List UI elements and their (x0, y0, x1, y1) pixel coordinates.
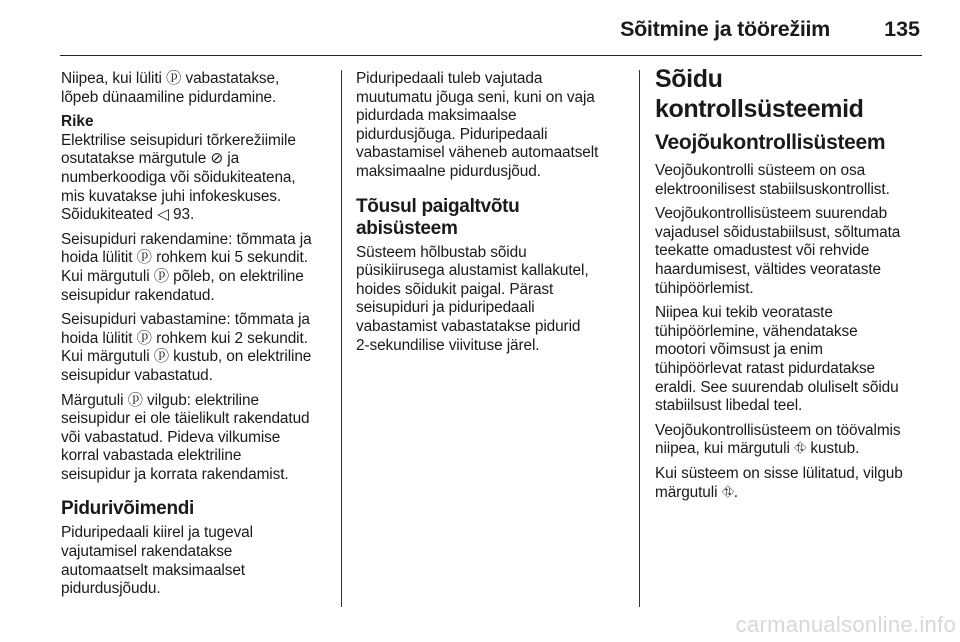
column-3 (655, 64, 927, 508)
paragraph: Seisupiduri vabastamine: tõmmata ja hoida lülitit ⓟ rohkem kui 2 sekundit. Kui märgutuli ⓟ kustub, on elektriline seisupidur vabastatud. (61, 311, 312, 384)
column-divider (639, 70, 640, 607)
main-heading: Sõidu kontrollsüsteemid (655, 65, 864, 123)
section-heading: Pidurivõimendi (61, 498, 195, 520)
paragraph: Seisupiduri rakendamine: tõmmata ja hoida lülitit ⓟ rohkem kui 5 sekundit. Kui märgutuli ⓟ põleb, on elektriline seisupidur rakendatud. (61, 230, 312, 304)
subheading-rike: Rike (61, 113, 94, 131)
column-1 (61, 70, 329, 605)
section-heading: Tõusul paigaltvõtu abisüsteem (356, 195, 520, 239)
page-number: 135 (884, 17, 920, 41)
column-2 (356, 70, 624, 361)
paragraph: Niipea, kui lüliti ⓟ vabastatakse, lõpeb dünaamiline pidurdamine. (61, 70, 280, 106)
paragraph: Veojõukontrolli süsteem on osa elektroonilisest stabiilsuskontrollist. (655, 162, 890, 198)
paragraph: Niipea kui tekib veorataste tühipöörlemine, vähendatakse mootori võimsust ja enim tühipöörlevat ratast pidurdatakse eraldi. See suurendab oluliselt sõidu stabiilsust libedal teel. (655, 304, 899, 415)
paragraph: Veojõukontrollisüsteem suurendab vajadusel sõidustabiilsust, sõltumata teekatte omadustest või rehvide haardumisest, vältides veorataste tühipöörlemist. (655, 205, 901, 297)
paragraph: Kui süsteem on sisse lülitatud, vilgub märgutuli ⛗. (655, 464, 903, 501)
paragraph: Elektrilise seisupiduri tõrkerežiimile osutatakse märgutule ⊘ ja numberkoodiga või sõidukiteatena, mis kuvatakse juhi infokeskuses. Sõidukiteated ◁ 93. (61, 131, 296, 224)
page-header (60, 15, 922, 56)
paragraph: Piduripedaali tuleb vajutada muutumatu jõuga seni, kuni on vaja pidurdada maksimaalse pidurdusjõuga. Piduripedaali vabastamisel väheneb automaatselt maksimaalne pidurdusjõud. (356, 70, 599, 180)
sub-heading: Veojõukontrollisüsteem (655, 131, 886, 154)
paragraph: Süsteem hõlbustab sõidu püsikiirusega alustamist kallakutel, hoides sõidukit paigal. Pärast seisupiduri ja piduripedaali vabastamist vabastatakse pidurid 2-sekundilise viivituse järel. (356, 243, 589, 354)
paragraph: Märgutuli ⓟ vilgub: elektriline seisupidur ei ole täielikult rakendatud või vabastatud. Pideva vilkumise korral vabastada elektriline seisupidur ja korrata rakendamist. (61, 391, 310, 483)
paragraph: Piduripedaali kiirel ja tugeval vajutamisel rakendatakse automaatselt maksimaalset pidurdusjõudu. (61, 524, 253, 598)
column-divider (341, 70, 342, 607)
chapter-title: Sõitmine ja töörežiim (620, 17, 830, 41)
watermark: carmanualsonline.info (735, 612, 956, 637)
paragraph: Veojõukontrollisüsteem on töövalmis niipea, kui märgutuli ⛗ kustub. (655, 421, 901, 458)
